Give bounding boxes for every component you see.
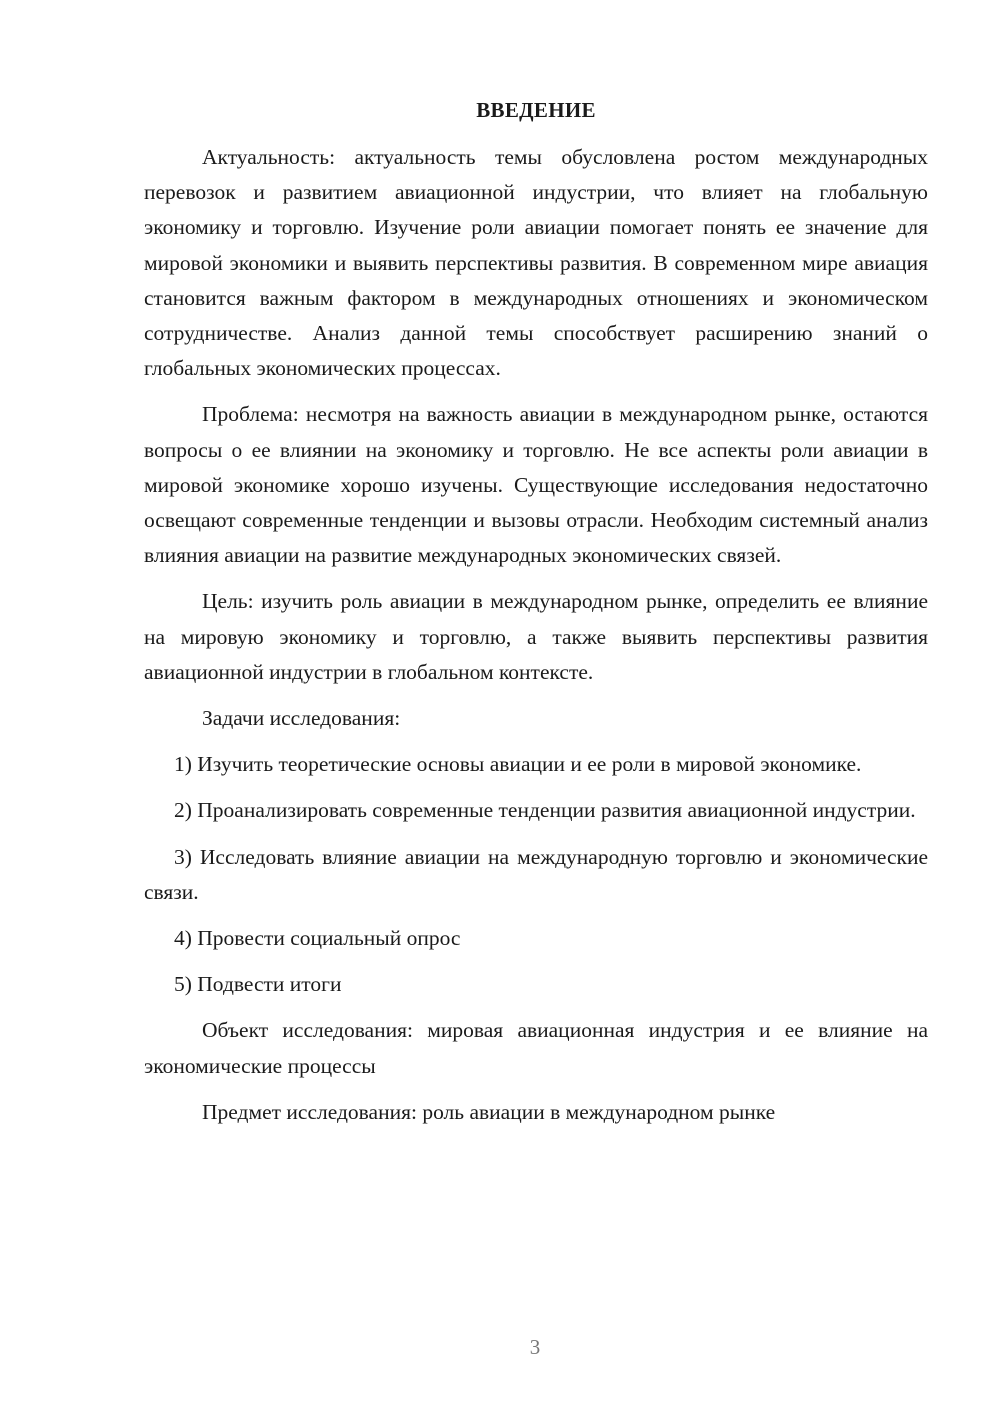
relevance-paragraph: Актуальность: актуальность темы обусловлена ростом международных перевозок и развитием авиационной индустрии, что влияет на глобальную экономику и торговлю. Изучение роли авиации помогает понять ее значение для мировой экономики и выявить перспективы развития. В современном мире авиация становится важным фактором в международных отношениях и экономическом сотрудничестве. Анализ данной темы способствует расширению знаний о глобальных экономических процессах. (144, 145, 928, 381)
task-item-4: 4) Провести социальный опрос (174, 926, 461, 951)
research-subject-paragraph: Предмет исследования: роль авиации в международном рынке (202, 1099, 776, 1124)
task-item-3: 3) Исследовать влияние авиации на международную торговлю и экономические связи. (144, 844, 928, 904)
task-item-1: 1) Изучить теоретические основы авиации и ее роли в мировой экономике. (174, 752, 862, 777)
task-item-5: 5) Подвести итоги (174, 972, 342, 997)
page-content (144, 92, 928, 1141)
task-item-2: 2) Проанализировать современные тенденции развития авиационной индустрии. (174, 798, 916, 823)
goal-paragraph: Цель: изучить роль авиации в международном рынке, определить ее влияние на мировую экономику и торговлю, а также выявить перспективы развития авиационной индустрии в глобальном контексте. (144, 589, 928, 684)
page-number: 3 (529, 1335, 541, 1359)
problem-paragraph: Проблема: несмотря на важность авиации в международном рынке, остаются вопросы о ее влиянии на экономику и торговлю. Не все аспекты роли авиации в мировой экономике хорошо изучены. Существующие исследования недостаточно освещают современные тенденции и вызовы отрасли. Необходим системный анализ влияния авиации на развитие международных экономических связей. (144, 402, 928, 568)
page-title: ВВЕДЕНИЕ (476, 98, 596, 122)
research-object-paragraph: Объект исследования: мировая авиационная индустрия и ее влияние на экономические процессы (144, 1018, 928, 1078)
tasks-heading: Задачи исследования: (202, 706, 401, 731)
